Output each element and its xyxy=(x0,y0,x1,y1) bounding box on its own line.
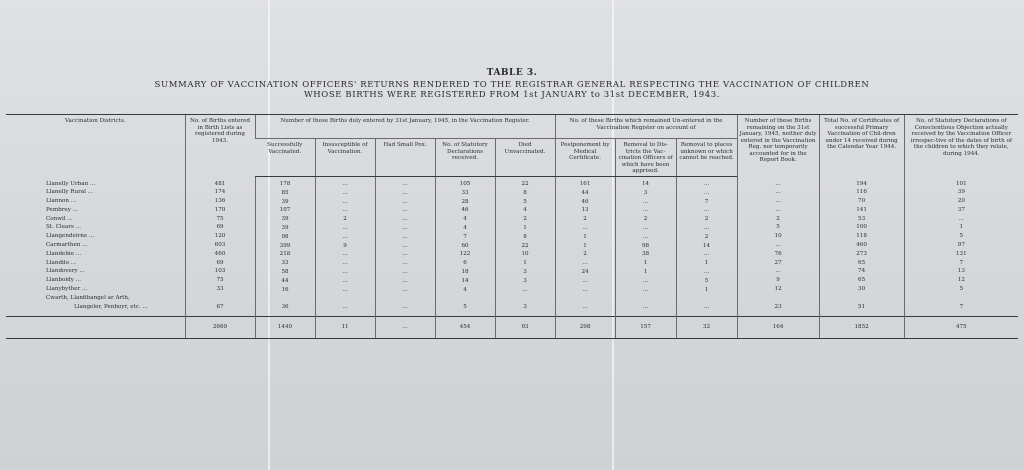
smallpox-cell: ... xyxy=(402,304,408,311)
smallpox-cell: ... xyxy=(402,181,408,187)
table-body xyxy=(6,177,1018,339)
district-cell: Pembrey ... xyxy=(46,206,78,213)
header-births: No. of Births entered in Birth Lists as registered during 1943. xyxy=(185,115,255,177)
successfully-cell: 16 xyxy=(281,286,289,293)
removal-unknown-cell: 5 xyxy=(704,277,709,284)
births-cell: 481 xyxy=(214,180,226,187)
postponement-cell: 24 xyxy=(581,268,589,275)
certificates-cell: 194 xyxy=(856,180,867,187)
certificates-cell: 53 xyxy=(858,215,866,222)
header-successfully: Successfully Vaccinated. xyxy=(255,139,315,177)
certificates-cell: 100 xyxy=(856,224,867,231)
statutory-cell: 60 xyxy=(461,242,469,249)
smallpox-cell: ... xyxy=(402,233,408,240)
certificates-cell: 118 xyxy=(856,233,867,240)
successfully-column xyxy=(255,177,315,317)
header-objection: No. of Statutory Declarations of Conscientious Objection actually received by the Vaccination Officer irrespec-tive of the dates of birth of the children to which they relate, during 1944. xyxy=(904,115,1018,177)
removal-districts-cell: 2 xyxy=(643,216,648,223)
certificates-cell: 460 xyxy=(856,242,867,249)
smallpox-cell: ... xyxy=(402,260,408,267)
postponement-cell xyxy=(558,294,613,303)
died-cell: 1 xyxy=(523,224,527,231)
births-cell: 33 xyxy=(216,286,224,293)
district-cell: Llanboidy ... xyxy=(46,277,82,284)
births-cell: 75 xyxy=(216,277,224,284)
objection-cell: 37 xyxy=(957,206,965,213)
removal-unknown-cell: 1 xyxy=(704,286,709,293)
remaining-cell: ... xyxy=(775,180,781,187)
postponement-cell: ... xyxy=(582,286,588,293)
removal-districts-cell: 1 xyxy=(643,260,648,267)
insusceptible-cell: ... xyxy=(342,224,348,231)
births-column xyxy=(185,177,255,317)
total-remaining: 164 xyxy=(737,316,819,338)
remaining-cell: 27 xyxy=(774,259,782,266)
objection-cell: 101 xyxy=(955,180,967,187)
remaining-cell: ... xyxy=(775,268,781,275)
successfully-cell: 36 xyxy=(281,304,289,311)
remaining-cell: 9 xyxy=(776,277,780,284)
remaining-cell: 10 xyxy=(774,233,782,240)
successfully-cell: 39 xyxy=(281,216,289,223)
postponement-cell: 2 xyxy=(583,216,587,223)
removal-unknown-cell: ... xyxy=(703,268,710,275)
certificates-cell xyxy=(822,294,902,303)
died-cell: 22 xyxy=(521,242,529,249)
successfully-cell: 33 xyxy=(281,260,289,267)
header-certificates: Total No. of Certificates of successful Primary Vaccination of Chil-dren under 14 received during the Calendar Year 1944. xyxy=(819,115,904,177)
header-remaining: Number of these Births remaining on the 31st January, 1945, neither duly entered in the Vaccination Reg. nor temporarily accounted for in the Report Book. xyxy=(737,115,819,177)
district-column xyxy=(6,177,185,317)
smallpox-cell: ... xyxy=(402,268,408,275)
totals-row xyxy=(6,316,1018,338)
births-cell: 69 xyxy=(216,259,224,266)
remaining-cell: ... xyxy=(775,198,781,205)
header-insusceptible: Insusceptible of Vaccination. xyxy=(315,139,375,177)
total-certificates: 1852 xyxy=(819,316,904,338)
removal-districts-cell: ... xyxy=(642,207,649,214)
district-cell: Llanelly Rural ... xyxy=(46,189,93,196)
smallpox-cell: ... xyxy=(402,198,408,205)
total-postponement: 298 xyxy=(555,316,615,338)
objection-cell: 5 xyxy=(959,286,964,293)
removal-unknown-cell: ... xyxy=(703,189,710,196)
district-cell: Llandilo ... xyxy=(46,259,77,266)
objection-cell: 1 xyxy=(959,224,964,231)
objection-cell: ... xyxy=(958,215,964,222)
smallpox-cell: ... xyxy=(402,189,408,196)
removal-districts-cell: ... xyxy=(642,198,649,205)
statutory-cell: 28 xyxy=(461,198,469,205)
certificates-cell: 116 xyxy=(856,189,867,196)
total-insusceptible: 11 xyxy=(315,316,375,338)
insusceptible-column xyxy=(315,177,375,317)
total-statutory: 454 xyxy=(435,316,495,338)
removal-districts-cell: ... xyxy=(642,304,649,311)
objection-cell: 13 xyxy=(957,268,965,275)
objection-cell: 7 xyxy=(959,259,964,266)
statutory-cell: 7 xyxy=(463,233,467,240)
header-postponement: Postponement by Medical Certificate. xyxy=(555,139,615,177)
objection-cell: 131 xyxy=(955,250,967,257)
certificates-cell: 70 xyxy=(858,198,866,205)
vaccination-summary-table xyxy=(6,114,1018,339)
removal-districts-cell xyxy=(618,294,674,303)
removal-unknown-cell xyxy=(679,294,735,303)
total-smallpox: ... xyxy=(375,316,435,338)
postponement-column xyxy=(555,177,615,317)
removal-unknown-cell: ... xyxy=(703,224,710,231)
remaining-column xyxy=(737,177,819,317)
remaining-cell: 2 xyxy=(776,215,780,222)
removal-unknown-cell: ... xyxy=(703,181,710,187)
statutory-cell: 4 xyxy=(463,224,467,231)
objection-cell: 12 xyxy=(957,277,965,284)
smallpox-cell: ... xyxy=(402,251,408,258)
statutory-cell: 4 xyxy=(463,216,467,223)
postponement-cell: ... xyxy=(582,260,588,267)
certificates-cell: 65 xyxy=(858,259,866,266)
died-cell: 1 xyxy=(523,260,527,267)
certificates-cell: 51 xyxy=(858,303,866,310)
remaining-cell xyxy=(740,294,817,303)
statutory-cell: 33 xyxy=(461,189,469,196)
died-cell: 5 xyxy=(523,198,527,205)
insusceptible-cell: ... xyxy=(342,189,348,196)
insusceptible-cell: ... xyxy=(342,233,348,240)
total-successfully: 1440 xyxy=(255,316,315,338)
objection-cell: 7 xyxy=(959,303,964,310)
header-group-unentered: No. of these Births which remained Un-entered in the Vaccination Register on account of xyxy=(555,115,737,139)
births-cell: 75 xyxy=(216,215,224,222)
district-cell: Llanelly Urban ... xyxy=(46,180,96,187)
died-cell: 4 xyxy=(523,207,527,214)
removal-unknown-cell: ... xyxy=(703,251,710,258)
subtitle-line: WHOSE BIRTHS WERE REGISTERED FROM 1st JANUARY to 31st DECEMBER, 1943. xyxy=(303,90,721,100)
objection-cell: 5 xyxy=(959,233,964,240)
header-died: Died Unvaccinated. xyxy=(495,139,555,177)
statutory-cell: 6 xyxy=(463,260,467,267)
table-header xyxy=(6,115,1018,177)
header-district: Vaccination Districts. xyxy=(6,115,185,177)
objection-cell: 97 xyxy=(957,242,965,249)
births-cell: 69 xyxy=(216,224,224,231)
removal-districts-cell: ... xyxy=(642,224,649,231)
successfully-cell: 58 xyxy=(281,268,289,275)
district-cell: St. Clears ... xyxy=(46,224,82,231)
successfully-cell xyxy=(258,294,313,303)
totals-label xyxy=(6,316,185,338)
births-cell: 136 xyxy=(214,198,226,205)
removal-unknown-cell: 14 xyxy=(703,242,711,249)
district-cell: Llandovery ... xyxy=(46,268,85,275)
died-cell: 8 xyxy=(523,189,527,196)
total-objection: 475 xyxy=(904,316,1018,338)
table-number: TABLE 3. xyxy=(486,68,538,78)
remaining-cell: ... xyxy=(775,206,781,213)
header-statutory: No. of Statutory Declarations received. xyxy=(435,139,495,177)
certificates-cell: 30 xyxy=(858,286,866,293)
smallpox-column xyxy=(375,177,435,317)
removal-districts-cell: 38 xyxy=(642,251,650,258)
table-subtitle xyxy=(0,80,1024,100)
postponement-cell: 1 xyxy=(583,242,587,249)
died-cell: 3 xyxy=(523,277,527,284)
died-column xyxy=(495,177,555,317)
insusceptible-cell: ... xyxy=(342,198,348,205)
certificates-cell: 65 xyxy=(858,277,866,284)
statutory-column xyxy=(435,177,495,317)
postponement-cell: 44 xyxy=(581,189,589,196)
postponement-cell: ... xyxy=(582,304,588,311)
district-cell: Llannon ... xyxy=(46,198,77,205)
certificates-column xyxy=(819,177,904,317)
insusceptible-cell: 2 xyxy=(343,216,347,223)
successfully-cell: 85 xyxy=(281,189,289,196)
statutory-cell xyxy=(438,294,493,303)
header-removal-unknown: Removal to places unknown or which cannot be reached. xyxy=(676,139,737,177)
died-cell: 3 xyxy=(523,268,527,275)
objection-column xyxy=(904,177,1018,317)
removal-unknown-column xyxy=(676,177,737,317)
births-cell: 170 xyxy=(214,206,226,213)
postponement-cell: 13 xyxy=(581,207,589,214)
died-cell: 3 xyxy=(523,304,527,311)
removal-districts-cell: 3 xyxy=(643,189,648,196)
header-group-entered: Number of these Births duly entered by 31st January, 1945, in the Vaccination Register. xyxy=(255,115,555,139)
district-cell: Carmarthen ... xyxy=(46,242,88,249)
statutory-cell: 105 xyxy=(459,181,471,187)
postponement-cell: 161 xyxy=(579,181,591,187)
district-cell: Llangeler, Penboyr, etc. ... xyxy=(74,303,148,310)
smallpox-cell: ... xyxy=(402,242,408,249)
births-cell: 67 xyxy=(216,303,224,310)
died-cell: 22 xyxy=(521,181,529,187)
removal-districts-cell: 14 xyxy=(642,181,650,187)
removal-unknown-cell: 1 xyxy=(704,260,709,267)
removal-unknown-cell: ... xyxy=(703,304,710,311)
smallpox-cell: ... xyxy=(402,277,408,284)
insusceptible-cell: ... xyxy=(342,268,348,275)
successfully-cell: 39 xyxy=(281,224,289,231)
births-cell: 603 xyxy=(214,242,226,249)
births-cell: 120 xyxy=(214,233,226,240)
insusceptible-cell: ... xyxy=(342,181,348,187)
removal-districts-cell: ... xyxy=(642,233,649,240)
births-cell: 103 xyxy=(214,268,226,275)
insusceptible-cell: ... xyxy=(342,207,348,214)
successfully-cell: 44 xyxy=(281,277,289,284)
total-removal-districts: 157 xyxy=(615,316,676,338)
objection-cell: 39 xyxy=(957,189,965,196)
insusceptible-cell: ... xyxy=(342,251,348,258)
postponement-cell: 46 xyxy=(581,198,589,205)
certificates-cell: 273 xyxy=(856,250,867,257)
header-smallpox: Had Small Pox. xyxy=(375,139,435,177)
insusceptible-cell: ... xyxy=(342,277,348,284)
district-cell: Llandebie ... xyxy=(46,250,82,257)
remaining-cell: 23 xyxy=(774,303,782,310)
removal-unknown-cell: 2 xyxy=(704,233,709,240)
died-cell: 10 xyxy=(521,251,529,258)
successfully-cell: 399 xyxy=(279,242,291,249)
successfully-cell: 178 xyxy=(279,181,291,187)
removal-districts-cell: 98 xyxy=(642,242,650,249)
smallpox-cell: ... xyxy=(402,286,408,293)
removal-districts-cell: ... xyxy=(642,277,649,284)
smallpox-cell: ... xyxy=(402,224,408,231)
removal-unknown-cell: 2 xyxy=(704,216,709,223)
births-cell: 460 xyxy=(214,250,226,257)
statutory-cell: 18 xyxy=(461,268,469,275)
subtitle-line: SUMMARY OF VACCINATION OFFICERS' RETURNS RENDERED TO THE REGISTRAR GENERAL RESPECTING THE VACCINATION OF CHILDREN xyxy=(154,80,870,90)
removal-districts-column xyxy=(615,177,676,317)
district-cell: Cwarth, Llanfihangel ar Arth, xyxy=(46,294,130,301)
postponement-cell: 1 xyxy=(583,233,587,240)
statutory-cell: 46 xyxy=(461,207,469,214)
smallpox-cell: ... xyxy=(402,207,408,214)
header-removal-districts: Removal to Dis-tricts the Vac-cination Officers of which have been apprised. xyxy=(615,139,676,177)
insusceptible-cell xyxy=(318,294,373,303)
data-row xyxy=(6,177,1018,317)
insusceptible-cell: ... xyxy=(342,260,348,267)
statutory-cell: 5 xyxy=(463,304,467,311)
remaining-cell: 76 xyxy=(774,250,782,257)
died-cell: 8 xyxy=(523,233,527,240)
insusceptible-cell: 9 xyxy=(343,242,347,249)
smallpox-cell: ... xyxy=(402,216,408,223)
total-removal-unknown: 32 xyxy=(676,316,737,338)
district-cell: Llangendeirne ... xyxy=(46,233,95,240)
successfully-cell: 98 xyxy=(281,233,289,240)
removal-unknown-cell: ... xyxy=(703,207,710,214)
remaining-cell: ... xyxy=(775,189,781,196)
removal-unknown-cell: 7 xyxy=(704,198,709,205)
total-births: 2669 xyxy=(185,316,255,338)
successfully-cell: 107 xyxy=(279,207,291,214)
smallpox-cell xyxy=(378,294,433,303)
objection-cell: 20 xyxy=(957,198,965,205)
district-cell: Llanybyther ... xyxy=(46,286,88,293)
remaining-cell: 12 xyxy=(774,286,782,293)
died-cell xyxy=(498,294,553,303)
total-died: 93 xyxy=(495,316,555,338)
remaining-cell: 5 xyxy=(776,224,780,231)
successfully-cell: 39 xyxy=(281,198,289,205)
postponement-cell: ... xyxy=(582,224,588,231)
statutory-cell: 4 xyxy=(463,286,467,293)
births-cell xyxy=(188,294,253,303)
removal-districts-cell: ... xyxy=(642,286,649,293)
removal-districts-cell: 1 xyxy=(643,268,648,275)
died-cell: ... xyxy=(522,286,528,293)
died-cell: 2 xyxy=(523,216,527,223)
remaining-cell: ... xyxy=(775,242,781,249)
births-cell: 174 xyxy=(214,189,226,196)
objection-cell xyxy=(907,294,1017,303)
insusceptible-cell: ... xyxy=(342,286,348,293)
successfully-cell: 218 xyxy=(279,251,291,258)
certificates-cell: 74 xyxy=(858,268,866,275)
statutory-cell: 122 xyxy=(459,251,471,258)
postponement-cell: 2 xyxy=(583,251,587,258)
district-cell: Conwil ... xyxy=(46,215,73,222)
statutory-cell: 14 xyxy=(461,277,469,284)
certificates-cell: 141 xyxy=(856,206,867,213)
postponement-cell: ... xyxy=(582,277,588,284)
insusceptible-cell: ... xyxy=(342,304,348,311)
